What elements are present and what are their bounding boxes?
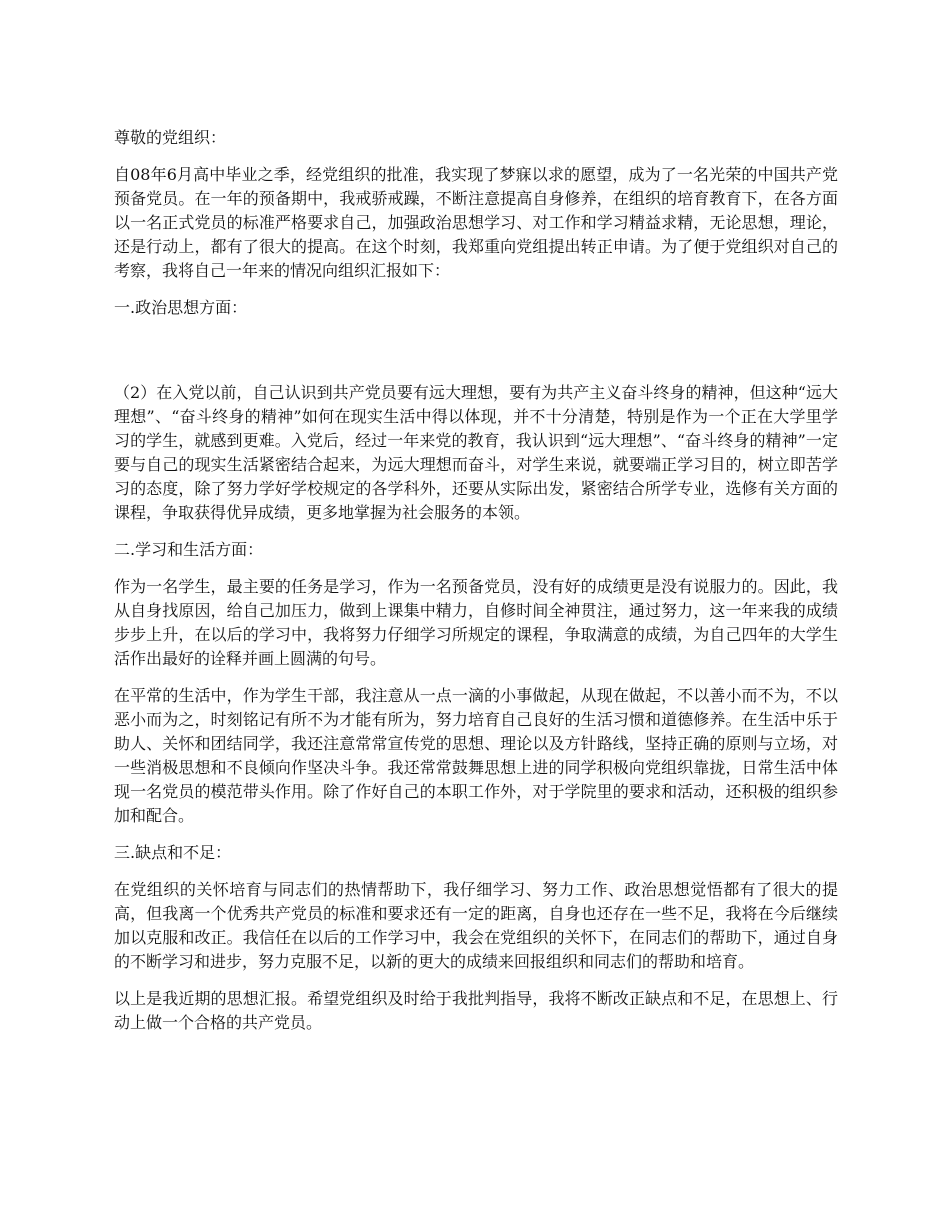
salutation: 尊敬的党组织： (114, 128, 227, 147)
section-heading-study-life: 二.学习和生活方面： (114, 540, 264, 559)
section-heading-shortcomings: 三.缺点和不足： (114, 843, 232, 862)
closing-paragraph: 以上是我近期的思想汇报。希望党组织及时给于我批判指导，我将不断改正缺点和不足，在思想上、行动上做一个合格的共产党员。 (114, 989, 838, 1032)
section-heading-political: 一.政治思想方面： (114, 298, 248, 317)
study-paragraph: 作为一名学生，最主要的任务是学习，作为一名预备党员，没有好的成绩更是没有说服力的。因此，我从自身找原因，给自己加压力，做到上课集中精力，自修时间全神贯注，通过努力，这一年来我的成绩步步上升，在以后的学习中，我将努力仔细学习所规定的课程，争取满意的成绩，为自己四年的大学生活作出最好的诠释并画上圆满的句号。 (114, 577, 838, 668)
intro-paragraph: 自08年6月高中毕业之季，经党组织的批准，我实现了梦寐以求的愿望，成为了一名光荣的中国共产党预备党员。在一年的预备期中，我戒骄戒躁，不断注意提高自身修养，在组织的培育教育下，在各方面以一名正式党员的标准严格要求自己，加强政治思想学习、对工作和学习精益求精，无论思想，理论，还是行动上，都有了很大的提高。在这个时刻，我郑重向党组提出转正申请。为了便于党组织对自己的考察，我将自己一年来的情况向组织汇报如下： (114, 165, 838, 280)
life-paragraph: 在平常的生活中，作为学生干部，我注意从一点一滴的小事做起，从现在做起，不以善小而不为，不以恶小而为之，时刻铭记有所不为才能有所为，努力培育自己良好的生活习惯和道德修养。在生活中乐于助人、关怀和团结同学，我还注意常常宣传党的思想、理论以及方针路线，坚持正确的原则与立场，对一些消极思想和不良倾向作坚决斗争。我还常常鼓舞思想上进的同学积极向党组织靠拢，日常生活中体现一名党员的模范带头作用。除了作好自己的本职工作外，对于学院里的要求和活动，还积极的组织参加和配合。 (114, 686, 838, 825)
shortcomings-paragraph: 在党组织的关怀培育与同志们的热情帮助下，我仔细学习、努力工作、政治思想觉悟都有了很大的提高，但我离一个优秀共产党员的标准和要求还有一定的距离，自身也还存在一些不足，我将在今后继续加以克服和改正。我信任在以后的工作学习中，我会在党组织的关怀下，在同志们的帮助下，通过自身的不断学习和进步，努力克服不足，以新的更大的成绩来回报组织和同志们的帮助和培育。 (114, 880, 838, 971)
political-paragraph: （2）在入党以前，自己认识到共产党员要有远大理想，要有为共产主义奋斗终身的精神，但这种“远大理想”、“奋斗终身的精神”如何在现实生活中得以体现，并不十分清楚，特别是作为一个正在大学里学习的学生，就感到更难。入党后，经过一年来党的教育，我认识到“远大理想”、“奋斗终身的精神”一定要与自己的现实生活紧密结合起来，为远大理想而奋斗，对学生来说，就要端正学习目的，树立即苦学习的态度，除了努力学好学校规定的各学科外，还要从实际出发，紧密结合所学专业，选修有关方面的课程，争取获得优异成绩，更多地掌握为社会服务的本领。 (114, 383, 838, 522)
